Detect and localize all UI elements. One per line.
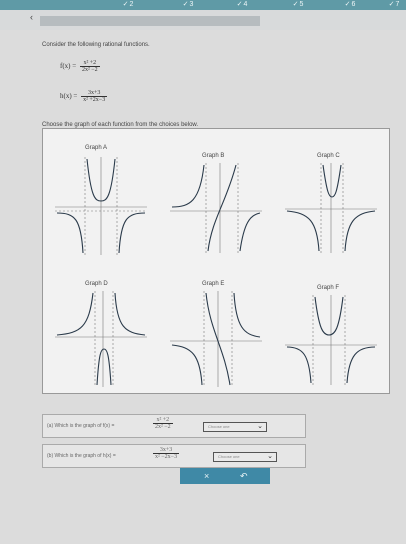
graph-f-plot [285, 295, 377, 385]
check-icon: ✓ [236, 1, 243, 8]
graph-b-plot [170, 163, 262, 253]
question-a: (a) Which is the graph of f(x) = $\frac{\text{x² +2}}{\text{2x² −2}}$ Choose one ⌄ [42, 414, 306, 438]
back-arrow-icon[interactable]: ‹ [30, 12, 33, 22]
graph-d-cell [43, 261, 158, 393]
check-icon: ✓ [292, 1, 299, 8]
tab-6[interactable]: ✓6 [344, 1, 356, 8]
graph-d-plot [55, 291, 147, 387]
graph-c-cell [273, 129, 389, 261]
function-h: h(x) = $\frac{3x+3}{\text{x² +2x−3}}$ [60, 90, 106, 103]
graph-e-title: Graph E [202, 281, 225, 287]
intro-text: Consider the following rational functions. [42, 42, 150, 48]
question-b: (b) Which is the graph of h(x) = $\frac{3x+3}{\text{x² −2x−3}}$ Choose one ⌄ [42, 444, 306, 468]
chevron-down-icon: ⌄ [267, 453, 273, 460]
close-button[interactable]: × [204, 471, 210, 481]
tab-3[interactable]: ✓3 [182, 1, 194, 8]
graph-e-cell [158, 261, 273, 393]
function-f: f(x) = $\frac{\text{x² +2}}{\text{2x² −2}}$ [60, 60, 98, 73]
graph-f-cell [273, 261, 389, 393]
graph-d-title: Graph D [85, 281, 108, 287]
check-icon: ✓ [344, 1, 351, 8]
graph-c-title: Graph C [317, 153, 340, 159]
graph-b-title: Graph B [202, 153, 225, 159]
tab-4[interactable]: ✓4 [236, 1, 248, 8]
check-icon: ✓ [122, 1, 129, 8]
graph-b-cell [158, 129, 273, 261]
tab-2[interactable]: ✓2 [122, 1, 134, 8]
action-bar [180, 468, 270, 484]
undo-button[interactable]: ↶ [240, 471, 248, 481]
graph-choices [42, 128, 390, 394]
graph-c-plot [285, 163, 377, 253]
check-icon: ✓ [182, 1, 189, 8]
graph-f-title: Graph F [317, 285, 340, 291]
chevron-down-icon: ⌄ [257, 423, 263, 430]
header-bar [40, 16, 260, 26]
graph-a-plot [55, 157, 147, 255]
graph-e-plot [170, 291, 262, 387]
graph-a-cell [43, 129, 158, 261]
check-icon: ✓ [388, 1, 395, 8]
question-b-select[interactable]: Choose one ⌄ [213, 452, 277, 462]
tab-7[interactable]: ✓7 [388, 1, 400, 8]
choose-instruction: Choose the graph of each function from the choices below. [42, 122, 199, 128]
graph-a-title: Graph A [85, 145, 108, 151]
question-a-select[interactable]: Choose one ⌄ [203, 422, 267, 432]
tab-5[interactable]: ✓5 [292, 1, 304, 8]
